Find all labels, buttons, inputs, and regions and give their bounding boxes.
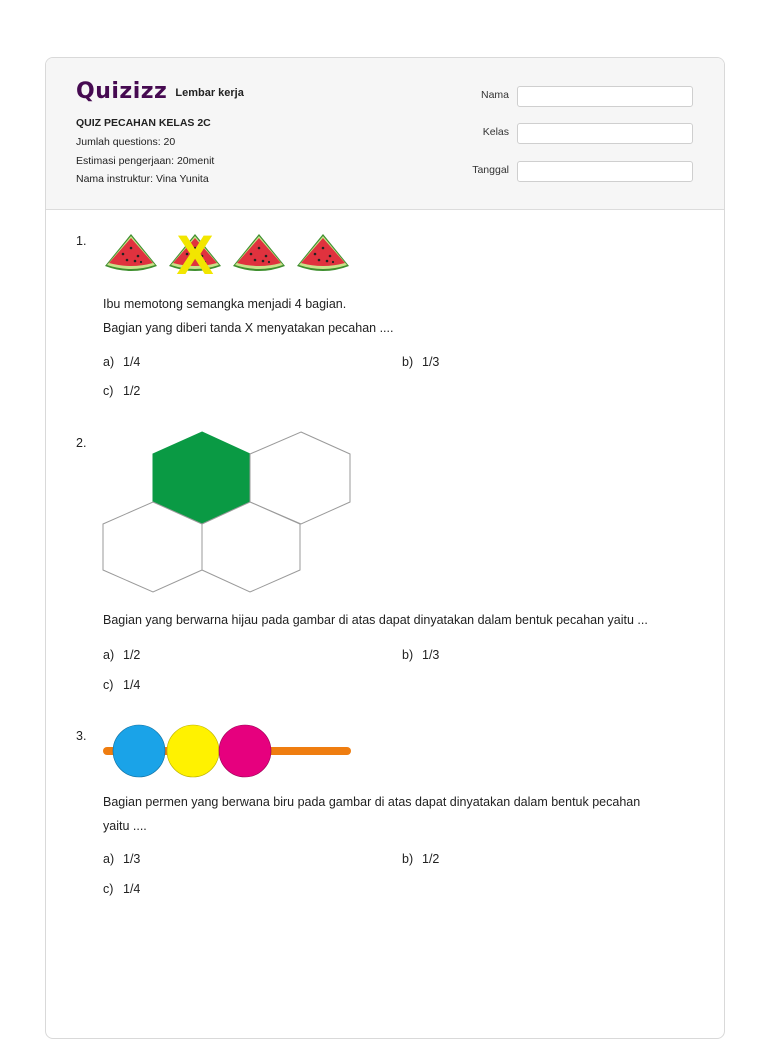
question-3-line-1: Bagian permen yang berwana biru pada gambar di atas dapat dinyatakan dalam bentuk pecahan bbox=[103, 795, 641, 809]
candy-yellow bbox=[167, 725, 219, 777]
question-1-text bbox=[103, 292, 693, 340]
candy-magenta bbox=[219, 725, 271, 777]
question-1-option-a[interactable]: a) 1/4 bbox=[103, 355, 141, 369]
question-1-option-b[interactable]: b) 1/3 bbox=[402, 355, 440, 369]
date-field[interactable] bbox=[517, 161, 693, 182]
estimated-time: Estimasi pengerjaan: 20menit bbox=[76, 155, 215, 167]
x-mark: X bbox=[176, 223, 214, 286]
watermelon-slice-3 bbox=[233, 234, 285, 271]
question-1-line-2: Bagian yang diberi tanda X menyatakan pecahan .... bbox=[103, 321, 394, 335]
worksheet-page bbox=[45, 57, 725, 1039]
watermelon-slice-1 bbox=[105, 234, 157, 271]
instructor-name: Nama instruktur: Vina Yunita bbox=[76, 173, 209, 185]
question-1-option-c[interactable]: c) 1/2 bbox=[103, 384, 141, 398]
quizizz-logo bbox=[76, 80, 244, 104]
question-3-option-c[interactable]: c) 1/4 bbox=[103, 882, 141, 896]
question-1-number: 1. bbox=[76, 234, 87, 248]
logo-subtitle: Lembar kerja bbox=[175, 87, 244, 99]
question-2-option-a[interactable]: a) 1/2 bbox=[103, 648, 141, 662]
question-3-text bbox=[103, 790, 693, 838]
watermelon-slices-image bbox=[101, 223, 356, 286]
candy-blue bbox=[113, 725, 165, 777]
question-3-number: 3. bbox=[76, 729, 87, 743]
question-3-option-b[interactable]: b) 1/2 bbox=[402, 852, 440, 866]
name-label: Nama bbox=[480, 89, 509, 101]
watermelon-slice-4 bbox=[297, 234, 349, 271]
question-2-number: 2. bbox=[76, 436, 87, 450]
question-3-option-a[interactable]: a) 1/3 bbox=[103, 852, 141, 866]
question-2-option-c[interactable]: c) 1/4 bbox=[103, 678, 141, 692]
question-2-text bbox=[103, 608, 693, 632]
class-field[interactable] bbox=[517, 123, 693, 144]
question-count: Jumlah questions: 20 bbox=[76, 136, 176, 148]
name-field[interactable] bbox=[517, 86, 693, 107]
quiz-title: QUIZ PECAHAN KELAS 2C bbox=[76, 117, 211, 129]
question-2-line-1: Bagian yang berwarna hijau pada gambar di atas dapat dinyatakan dalam bentuk pecahan yaitu ... bbox=[103, 613, 648, 627]
candy-skewer-image bbox=[101, 724, 353, 780]
question-2-option-b[interactable]: b) 1/3 bbox=[402, 648, 440, 662]
date-label: Tanggal bbox=[472, 164, 509, 176]
question-1-line-1: Ibu memotong semangka menjadi 4 bagian. bbox=[103, 297, 347, 311]
logo-wordmark: Quizizz bbox=[76, 79, 168, 104]
hexagons-image bbox=[101, 432, 353, 594]
class-label: Kelas bbox=[482, 126, 509, 138]
question-3-line-2: yaitu .... bbox=[103, 819, 147, 833]
worksheet-header bbox=[46, 58, 724, 210]
